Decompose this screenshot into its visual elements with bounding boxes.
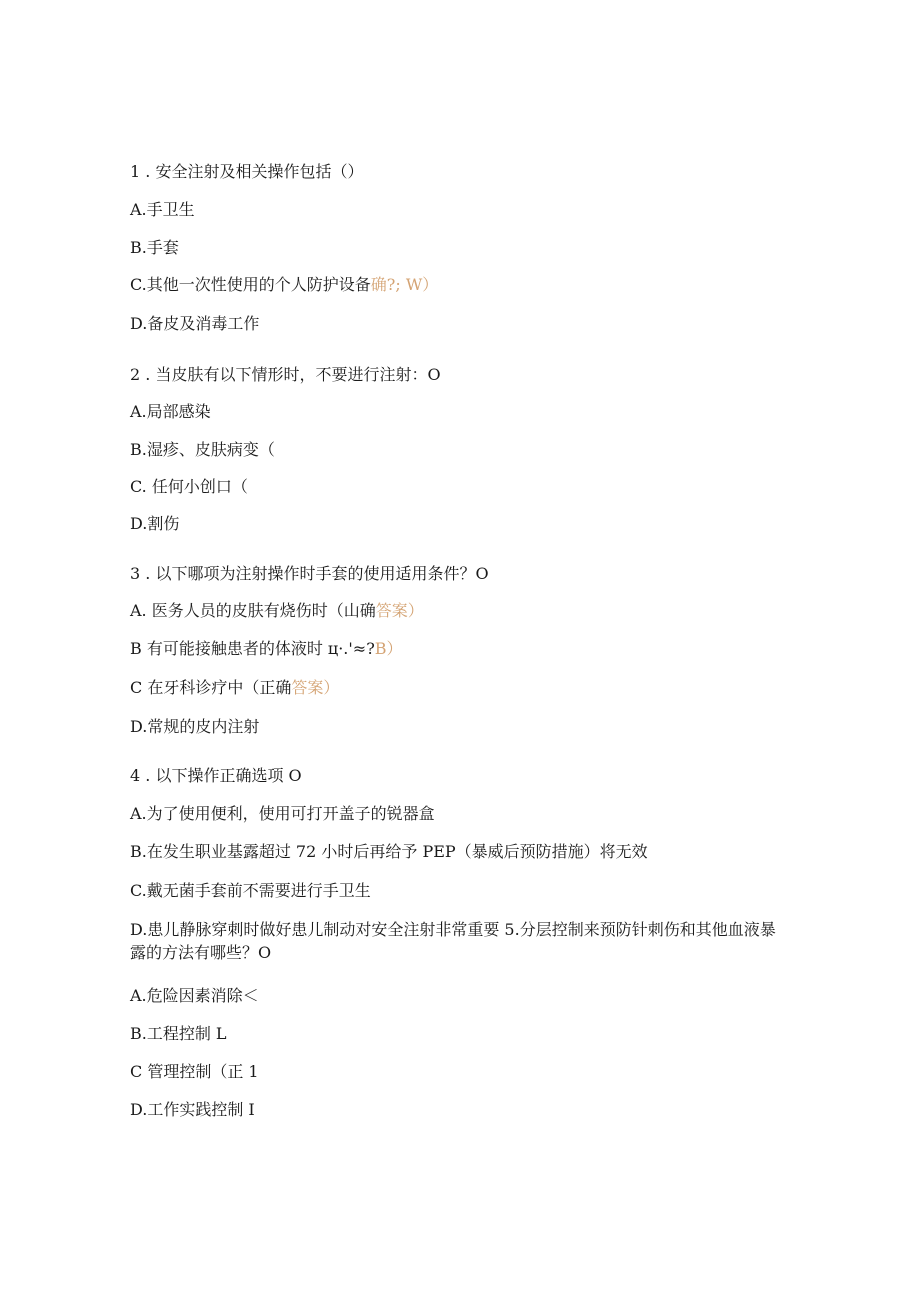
question-2-title: 2 . 当皮肤有以下情形时，不要进行注射：O	[130, 365, 441, 384]
option-text: C 在牙科诊疗中（正确	[130, 678, 292, 697]
question-3-option-c	[130, 677, 339, 699]
question-1-option-d: D.备皮及消毒工作	[130, 314, 260, 333]
answer-mark: 答案）	[291, 678, 340, 697]
question-1-option-b: B.手套	[130, 238, 179, 257]
question-5-option-c: C 管理控制（正 1	[130, 1062, 259, 1081]
question-2-option-a: A.局部感染	[130, 402, 211, 421]
question-1-option-a: A.手卫生	[130, 200, 195, 219]
question-2-option-c: C. 任何小创口（	[130, 477, 248, 496]
question-5-option-b: B.工程控制 L	[130, 1024, 227, 1043]
question-4-option-c: C.戴无菌手套前不需要进行手卫生	[130, 881, 371, 900]
question-5-option-d: D.工作实践控制 I	[130, 1100, 255, 1119]
question-2-option-b: B.湿疹、皮肤病变（	[130, 440, 275, 459]
question-4-title: 4 . 以下操作正确选项 O	[130, 766, 302, 785]
question-4-option-d: D.患儿静脉穿刺时做好患儿制动对安全注射非常重要 5.分层控制来预防针刺伤和其他血液暴露的方法有哪些？O	[130, 920, 776, 962]
question-3-option-d: D.常规的皮内注射	[130, 717, 260, 736]
option-text: B 有可能接触患者的体液时 ц·.'≈?	[130, 639, 375, 658]
answer-mark: 答案）	[375, 601, 424, 620]
question-3-option-b	[130, 638, 403, 660]
option-text: C.其他一次性使用的个人防护设备	[130, 275, 371, 294]
answer-mark: 确?; W）	[370, 275, 439, 294]
question-3-title: 3 . 以下哪项为注射操作时手套的使用适用条件？O	[130, 564, 489, 583]
option-text: A. 医务人员的皮肤有烧伤时（山确	[130, 601, 376, 620]
question-2-option-d: D.割伤	[130, 514, 180, 533]
answer-mark: B）	[374, 639, 403, 658]
question-4-option-a: A.为了使用便利，使用可打开盖子的锐器盒	[130, 804, 435, 823]
question-3-option-a	[130, 600, 424, 622]
question-1-title: 1 . 安全注射及相关操作包括（）	[130, 162, 364, 181]
question-4-option-b: B.在发生职业基露超过 72 小时后再给予 PEP（暴威后预防措施）将无效	[130, 842, 648, 861]
question-1-option-c	[130, 274, 438, 296]
question-5-option-a: A.危险因素消除＜	[130, 986, 259, 1005]
